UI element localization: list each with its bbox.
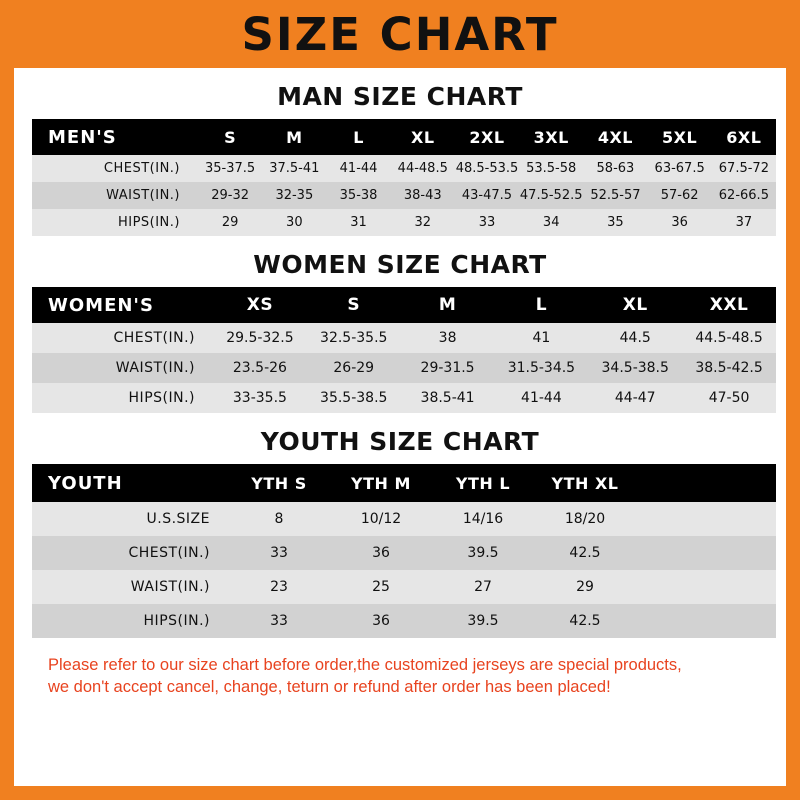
youth-col-s: YTH S — [251, 473, 307, 493]
men-col-3xl: 3XL — [533, 127, 569, 147]
youth-col-m: YTH M — [351, 473, 411, 493]
women-waist-xs: 23.5-26 — [232, 360, 287, 376]
men-hips-xl: 32 — [414, 215, 432, 230]
women-col-l: L — [535, 295, 548, 315]
youth-section-title: YOUTH SIZE CHART — [260, 427, 540, 456]
youth-chest-l: 39.5 — [467, 545, 499, 561]
women-col-s: S — [347, 295, 361, 315]
women-col-xl: XL — [622, 295, 648, 315]
youth-row-label-ussize: U.S.SIZE — [146, 511, 210, 527]
table-row — [32, 536, 776, 570]
men-col-5xl: 5XL — [662, 127, 698, 147]
content-area — [14, 82, 786, 699]
men-hips-5xl: 36 — [671, 215, 688, 230]
table-row — [32, 570, 776, 604]
footnote-line-2: we don't accept cancel, change, teturn or refund after order has been placed! — [48, 678, 611, 697]
men-row-label-hips: HIPS(IN.) — [117, 215, 180, 230]
women-waist-s: 26-29 — [333, 360, 375, 376]
table-header-row — [32, 464, 776, 502]
youth-size-table — [32, 464, 776, 638]
men-hips-m: 30 — [286, 215, 303, 230]
youth-chest-s: 33 — [270, 545, 288, 561]
table-header-row — [32, 119, 776, 155]
women-waist-xxl: 38.5-42.5 — [695, 360, 763, 376]
men-waist-3xl: 47.5-52.5 — [519, 188, 583, 203]
women-col-xs: XS — [246, 295, 274, 315]
men-waist-2xl: 43-47.5 — [461, 188, 513, 203]
women-hips-xxl: 47-50 — [708, 390, 750, 406]
men-waist-5xl: 57-62 — [660, 188, 699, 203]
men-waist-m: 32-35 — [275, 188, 314, 203]
women-chest-xl: 44.5 — [619, 330, 651, 346]
youth-ussize-xl: 18/20 — [564, 511, 606, 527]
men-chest-s: 35-37.5 — [205, 161, 256, 176]
youth-row-label-chest: CHEST(IN.) — [128, 545, 210, 561]
women-chest-xs: 29.5-32.5 — [226, 330, 294, 346]
youth-header-label: YOUTH — [48, 472, 123, 494]
men-chest-xl: 44-48.5 — [397, 161, 448, 176]
men-hips-3xl: 34 — [542, 215, 560, 230]
men-header-label: MEN'S — [48, 126, 117, 148]
men-row-label-waist: WAIST(IN.) — [106, 188, 180, 203]
women-hips-m: 38.5-41 — [420, 390, 475, 406]
men-chest-5xl: 63-67.5 — [654, 161, 705, 176]
women-hips-l: 41-44 — [521, 390, 562, 406]
men-col-2xl: 2XL — [469, 127, 505, 147]
table-row — [32, 209, 776, 236]
table-row — [32, 182, 776, 209]
youth-waist-l: 27 — [474, 579, 492, 595]
women-chest-s: 32.5-35.5 — [320, 330, 388, 346]
table-row — [32, 353, 776, 383]
women-row-label-waist: WAIST(IN.) — [115, 360, 195, 376]
footnote — [48, 654, 752, 699]
women-chest-m: 38 — [438, 330, 457, 346]
men-chest-3xl: 53.5-58 — [526, 161, 577, 176]
youth-hips-s: 33 — [270, 613, 288, 629]
women-hips-xl: 44-47 — [614, 390, 656, 406]
men-col-4xl: 4XL — [597, 127, 633, 147]
men-hips-2xl: 33 — [478, 215, 496, 230]
women-waist-m: 29-31.5 — [420, 360, 475, 376]
youth-spacer-cell — [636, 502, 776, 536]
men-size-table — [32, 119, 776, 236]
women-size-table — [32, 287, 776, 413]
women-header-label: WOMEN'S — [48, 294, 154, 316]
youth-ussize-s: 8 — [274, 511, 284, 527]
youth-spacer-cell — [636, 570, 776, 604]
youth-waist-xl: 29 — [576, 579, 594, 595]
table-row — [32, 155, 776, 182]
youth-col-spacer — [636, 464, 776, 502]
women-row-label-hips: HIPS(IN.) — [128, 390, 195, 406]
table-row — [32, 323, 776, 353]
women-chest-l: 41 — [532, 330, 551, 346]
youth-hips-m: 36 — [372, 613, 390, 629]
men-waist-s: 29-32 — [211, 188, 249, 203]
women-waist-xl: 34.5-38.5 — [601, 360, 669, 376]
table-row — [32, 383, 776, 413]
men-waist-6xl: 62-66.5 — [718, 188, 769, 203]
table-row — [32, 604, 776, 638]
header-bar — [0, 0, 800, 68]
youth-row-label-hips: HIPS(IN.) — [143, 613, 210, 629]
youth-col-l: YTH L — [455, 473, 511, 493]
men-chest-4xl: 58-63 — [596, 161, 635, 176]
men-hips-s: 29 — [221, 215, 239, 230]
men-row-label-chest: CHEST(IN.) — [103, 161, 180, 176]
youth-spacer-cell — [636, 604, 776, 638]
women-hips-s: 35.5-38.5 — [320, 390, 388, 406]
women-chest-xxl: 44.5-48.5 — [695, 330, 763, 346]
footnote-line-1: Please refer to our size chart before order,the customized jerseys are special products, — [48, 656, 682, 674]
table-row — [32, 502, 776, 536]
table-header-row — [32, 287, 776, 323]
men-waist-l: 35-38 — [339, 188, 378, 203]
women-row-label-chest: CHEST(IN.) — [113, 330, 195, 346]
youth-waist-m: 25 — [372, 579, 390, 595]
youth-ussize-l: 14/16 — [462, 511, 504, 527]
men-col-m: M — [286, 127, 303, 147]
youth-waist-s: 23 — [270, 579, 288, 595]
men-col-l: L — [353, 127, 364, 147]
youth-spacer-cell — [636, 536, 776, 570]
youth-row-label-waist: WAIST(IN.) — [130, 579, 210, 595]
men-hips-6xl: 37 — [735, 215, 753, 230]
page-title: SIZE CHART — [241, 7, 559, 61]
men-hips-4xl: 35 — [607, 215, 624, 230]
men-col-xl: XL — [411, 127, 435, 147]
women-section-title: WOMEN SIZE CHART — [253, 250, 547, 279]
women-hips-xs: 33-35.5 — [232, 390, 287, 406]
youth-ussize-m: 10/12 — [360, 511, 402, 527]
women-col-m: M — [438, 295, 457, 315]
men-chest-m: 37.5-41 — [269, 161, 320, 176]
youth-hips-l: 39.5 — [467, 613, 499, 629]
youth-hips-xl: 42.5 — [569, 613, 601, 629]
men-chest-l: 41-44 — [339, 161, 378, 176]
women-col-xxl: XXL — [709, 295, 749, 315]
youth-chest-xl: 42.5 — [569, 545, 601, 561]
men-chest-6xl: 67.5-72 — [718, 161, 769, 176]
men-waist-4xl: 52.5-57 — [590, 188, 641, 203]
men-waist-xl: 38-43 — [403, 188, 442, 203]
youth-chest-m: 36 — [372, 545, 390, 561]
youth-col-xl: YTH XL — [551, 473, 619, 493]
men-col-s: S — [224, 127, 237, 147]
men-hips-l: 31 — [350, 215, 367, 230]
women-waist-l: 31.5-34.5 — [507, 360, 576, 376]
men-section-title: MAN SIZE CHART — [277, 82, 523, 111]
men-chest-2xl: 48.5-53.5 — [455, 161, 519, 176]
men-col-6xl: 6XL — [726, 127, 762, 147]
